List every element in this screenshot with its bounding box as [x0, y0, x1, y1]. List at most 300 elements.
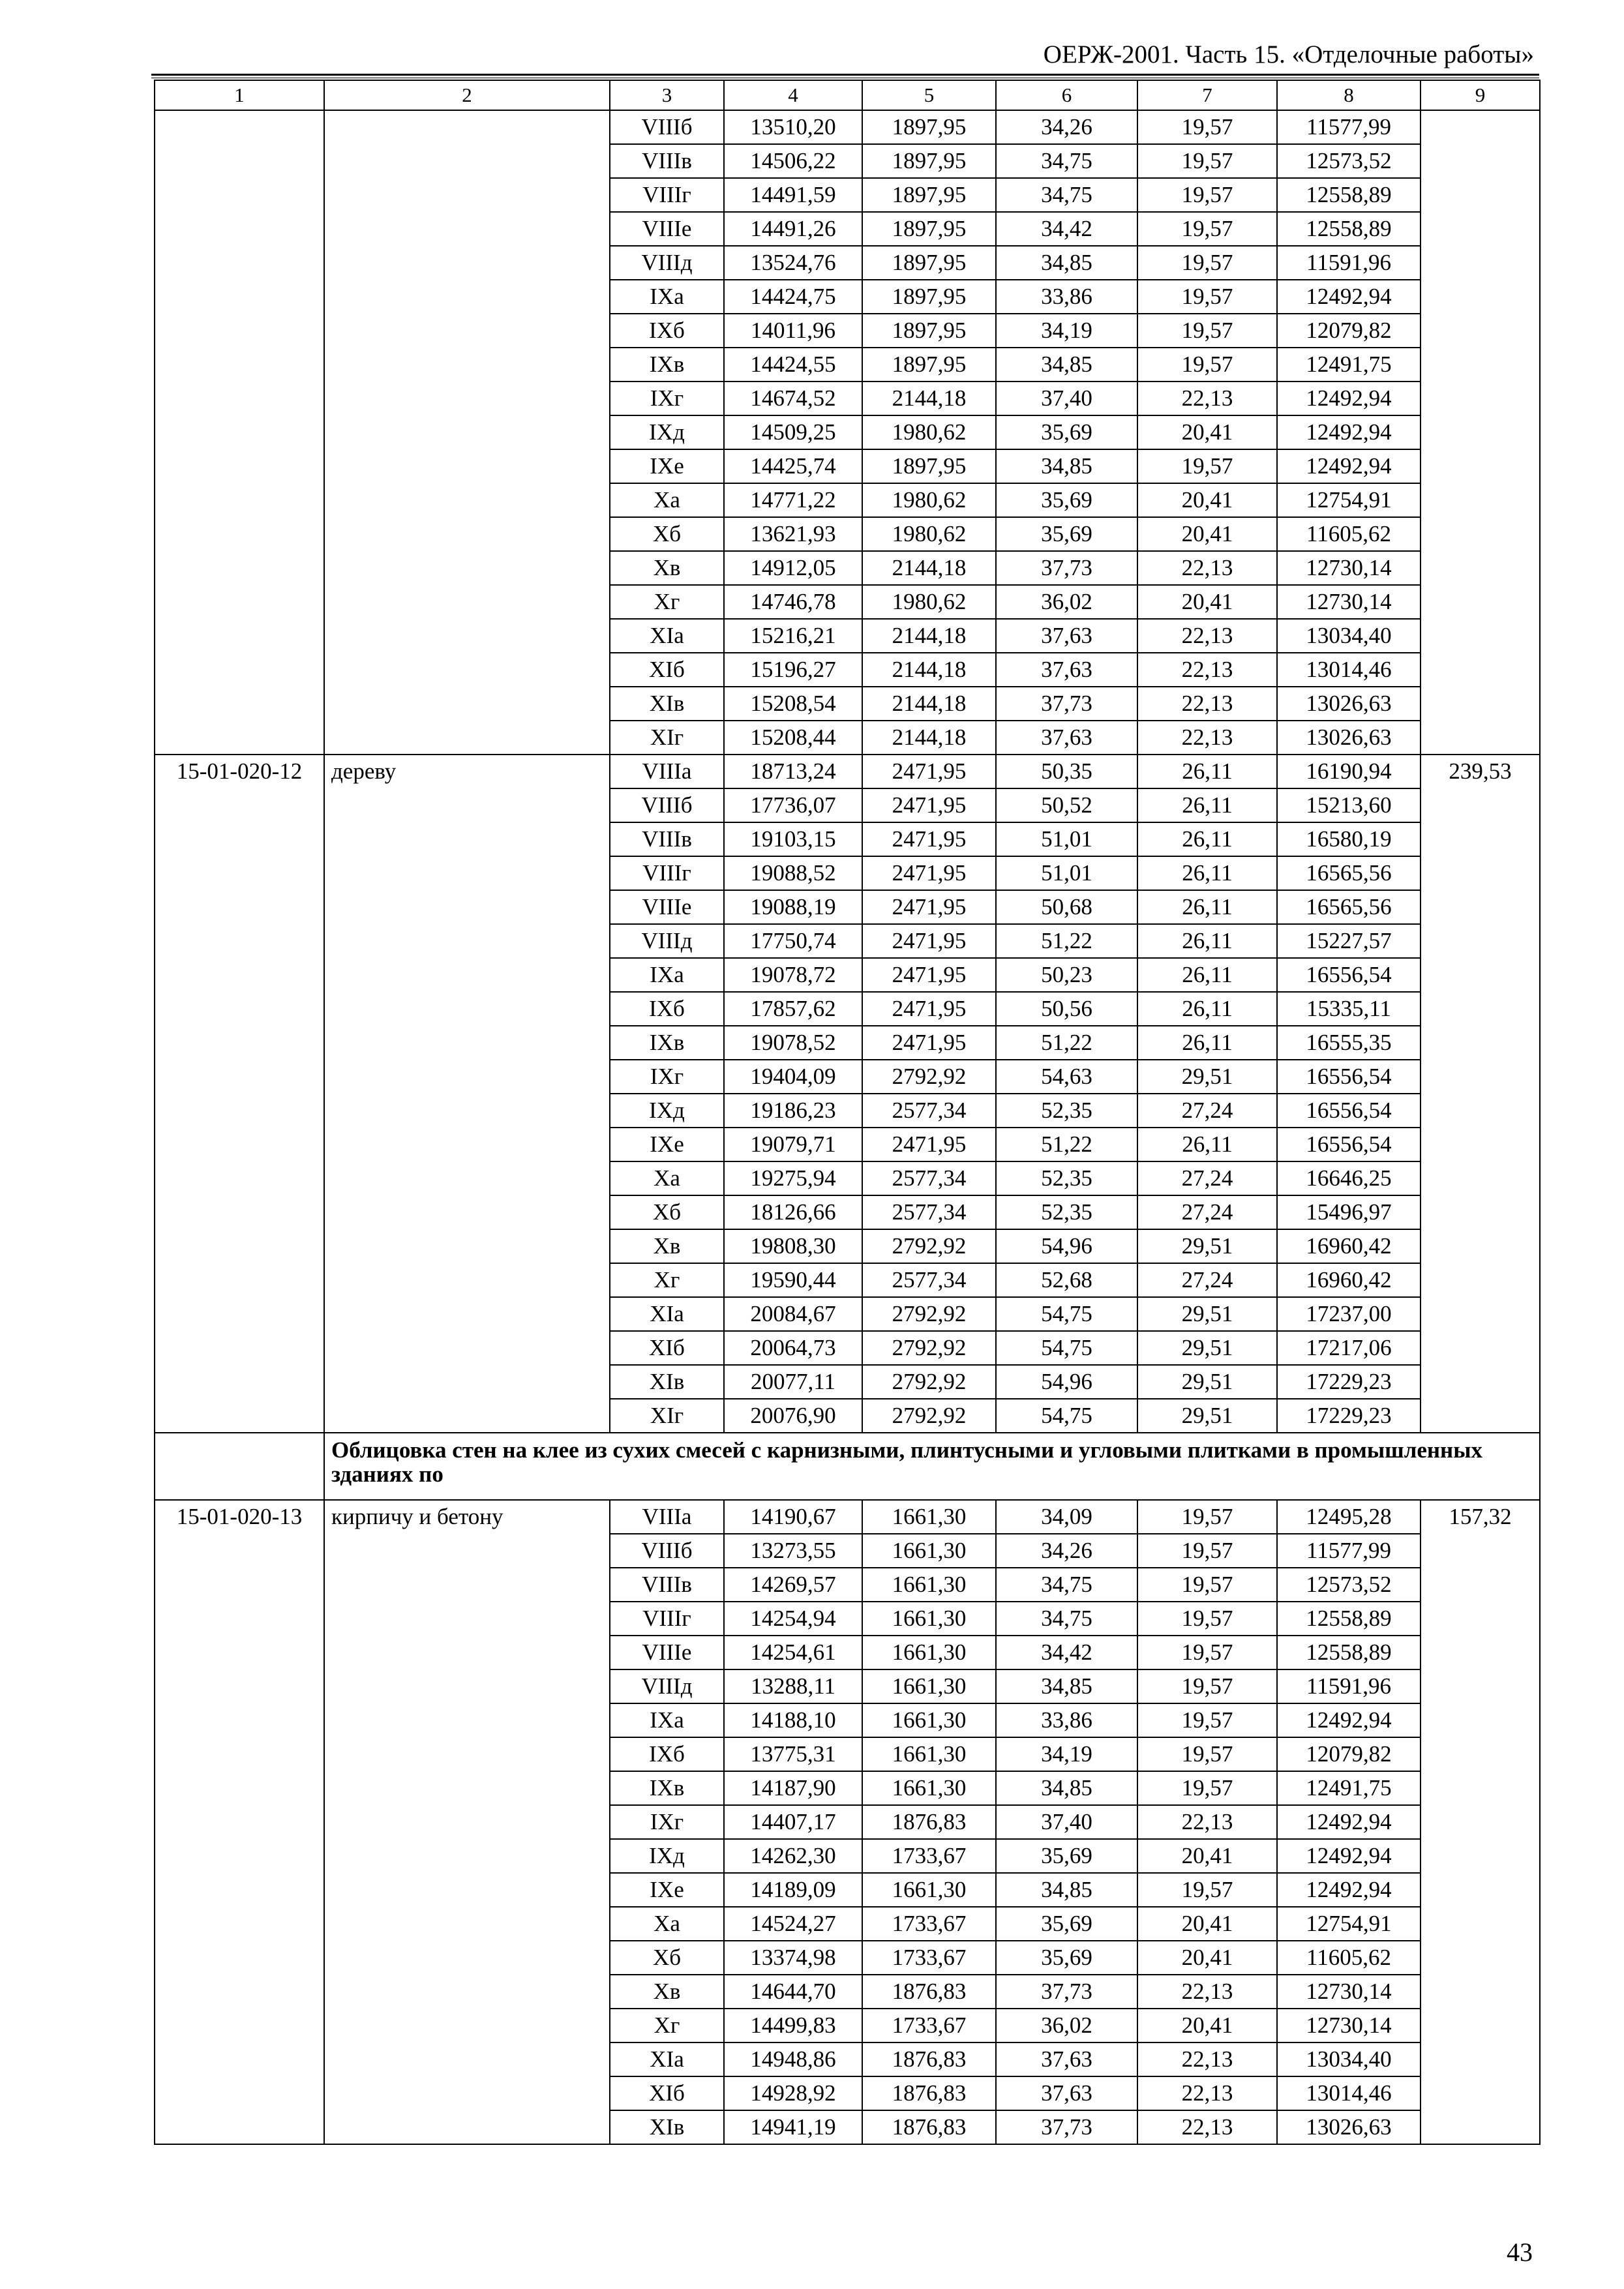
labor-cost: 2471,95	[862, 890, 996, 924]
machine-cost: 54,75	[996, 1297, 1137, 1331]
operator-wage: 19,57	[1137, 1500, 1277, 1534]
total-cost: 19078,72	[724, 958, 862, 992]
zone-code: Xв	[610, 1975, 724, 2009]
materials-cost: 13026,63	[1277, 2110, 1421, 2144]
total-cost: 19088,19	[724, 890, 862, 924]
zone-code: VIIIб	[610, 788, 724, 822]
labor-cost: 2577,34	[862, 1263, 996, 1297]
operator-wage: 27,24	[1137, 1195, 1277, 1229]
operator-wage: 22,13	[1137, 687, 1277, 721]
labor-cost: 2792,92	[862, 1399, 996, 1433]
zone-code: IXг	[610, 1060, 724, 1094]
total-cost: 17736,07	[724, 788, 862, 822]
materials-cost: 16580,19	[1277, 822, 1421, 856]
materials-price: 157,32	[1421, 1500, 1540, 2144]
machine-cost: 33,86	[996, 280, 1137, 314]
machine-cost: 34,19	[996, 1737, 1137, 1771]
machine-cost: 37,63	[996, 721, 1137, 755]
machine-cost: 54,75	[996, 1331, 1137, 1365]
materials-cost: 16556,54	[1277, 1094, 1421, 1128]
table-body	[155, 80, 1540, 2144]
materials-cost: 15213,60	[1277, 788, 1421, 822]
materials-cost: 12558,89	[1277, 212, 1421, 246]
total-cost: 14928,92	[724, 2076, 862, 2110]
zone-code: Xб	[610, 1941, 724, 1975]
operator-wage: 20,41	[1137, 483, 1277, 517]
machine-cost: 51,01	[996, 856, 1137, 890]
labor-cost: 1897,95	[862, 144, 996, 178]
total-cost: 13374,98	[724, 1941, 862, 1975]
materials-cost: 12492,94	[1277, 382, 1421, 415]
machine-cost: 37,73	[996, 687, 1137, 721]
zone-code: Xб	[610, 1195, 724, 1229]
machine-cost: 35,69	[996, 517, 1137, 551]
total-cost: 14524,27	[724, 1907, 862, 1941]
work-name	[324, 110, 610, 755]
labor-cost: 1876,83	[862, 2076, 996, 2110]
labor-cost: 2792,92	[862, 1331, 996, 1365]
total-cost: 18713,24	[724, 755, 862, 788]
total-cost: 14187,90	[724, 1771, 862, 1805]
zone-code: Xг	[610, 1263, 724, 1297]
operator-wage: 20,41	[1137, 415, 1277, 449]
labor-cost: 2144,18	[862, 382, 996, 415]
zone-code: XIв	[610, 1365, 724, 1399]
materials-cost: 13014,46	[1277, 2076, 1421, 2110]
labor-cost: 1897,95	[862, 110, 996, 144]
labor-cost: 2792,92	[862, 1297, 996, 1331]
zone-code: VIIIв	[610, 144, 724, 178]
machine-cost: 34,75	[996, 1568, 1137, 1602]
table-row	[155, 110, 1540, 144]
total-cost: 14948,86	[724, 2042, 862, 2076]
labor-cost: 1897,95	[862, 246, 996, 280]
total-cost: 14011,96	[724, 314, 862, 348]
zone-code: IXб	[610, 314, 724, 348]
machine-cost: 50,35	[996, 755, 1137, 788]
total-cost: 14190,67	[724, 1500, 862, 1534]
labor-cost: 1980,62	[862, 415, 996, 449]
machine-cost: 35,69	[996, 415, 1137, 449]
machine-cost: 37,63	[996, 2076, 1137, 2110]
labor-cost: 1661,30	[862, 1669, 996, 1703]
zone-code: XIб	[610, 2076, 724, 2110]
operator-wage: 19,57	[1137, 348, 1277, 382]
materials-cost: 11591,96	[1277, 246, 1421, 280]
machine-cost: 50,52	[996, 788, 1137, 822]
norms-table	[154, 80, 1541, 2145]
zone-code: VIIIе	[610, 890, 724, 924]
zone-code: VIIIе	[610, 1636, 724, 1669]
labor-cost: 2792,92	[862, 1060, 996, 1094]
zone-code: XIг	[610, 721, 724, 755]
machine-cost: 50,68	[996, 890, 1137, 924]
total-cost: 17857,62	[724, 992, 862, 1026]
labor-cost: 2144,18	[862, 653, 996, 687]
zone-code: IXд	[610, 415, 724, 449]
machine-cost: 34,85	[996, 1873, 1137, 1907]
materials-cost: 12492,94	[1277, 1839, 1421, 1873]
materials-cost: 16646,25	[1277, 1161, 1421, 1195]
operator-wage: 20,41	[1137, 517, 1277, 551]
machine-cost: 34,85	[996, 1669, 1137, 1703]
labor-cost: 1897,95	[862, 348, 996, 382]
operator-wage: 22,13	[1137, 2042, 1277, 2076]
materials-cost: 12730,14	[1277, 551, 1421, 585]
zone-code: VIIIг	[610, 178, 724, 212]
total-cost: 14407,17	[724, 1805, 862, 1839]
labor-cost: 2471,95	[862, 924, 996, 958]
labor-cost: 1876,83	[862, 1805, 996, 1839]
operator-wage: 19,57	[1137, 1771, 1277, 1805]
labor-cost: 1876,83	[862, 2110, 996, 2144]
machine-cost: 34,85	[996, 348, 1137, 382]
total-cost: 19275,94	[724, 1161, 862, 1195]
operator-wage: 26,11	[1137, 788, 1277, 822]
operator-wage: 29,51	[1137, 1229, 1277, 1263]
operator-wage: 26,11	[1137, 992, 1277, 1026]
zone-code: IXа	[610, 280, 724, 314]
zone-code: Xг	[610, 2009, 724, 2042]
operator-wage: 19,57	[1137, 246, 1277, 280]
materials-cost: 16960,42	[1277, 1229, 1421, 1263]
operator-wage: 26,11	[1137, 755, 1277, 788]
materials-cost: 12492,94	[1277, 1805, 1421, 1839]
norm-code: 15-01-020-13	[155, 1500, 324, 2144]
labor-cost: 1661,30	[862, 1737, 996, 1771]
zone-code: XIа	[610, 1297, 724, 1331]
materials-cost: 16556,54	[1277, 1128, 1421, 1161]
machine-cost: 37,73	[996, 551, 1137, 585]
labor-cost: 1980,62	[862, 483, 996, 517]
machine-cost: 54,96	[996, 1229, 1137, 1263]
operator-wage: 19,57	[1137, 280, 1277, 314]
zone-code: VIIIб	[610, 110, 724, 144]
materials-cost: 16960,42	[1277, 1263, 1421, 1297]
total-cost: 14506,22	[724, 144, 862, 178]
total-cost: 15208,54	[724, 687, 862, 721]
zone-code: IXв	[610, 348, 724, 382]
zone-code: Xа	[610, 483, 724, 517]
zone-code: Xа	[610, 1161, 724, 1195]
materials-cost: 12491,75	[1277, 1771, 1421, 1805]
operator-wage: 29,51	[1137, 1399, 1277, 1433]
machine-cost: 36,02	[996, 585, 1137, 619]
machine-cost: 37,63	[996, 2042, 1137, 2076]
operator-wage: 19,57	[1137, 1873, 1277, 1907]
column-number: 3	[610, 80, 724, 110]
machine-cost: 34,85	[996, 246, 1137, 280]
operator-wage: 19,57	[1137, 1602, 1277, 1636]
work-name: дереву	[324, 755, 610, 1433]
zone-code: VIIIб	[610, 1534, 724, 1568]
operator-wage: 26,11	[1137, 1128, 1277, 1161]
section-title-row	[155, 1433, 1540, 1500]
labor-cost: 1876,83	[862, 2042, 996, 2076]
machine-cost: 52,68	[996, 1263, 1137, 1297]
machine-cost: 54,75	[996, 1399, 1137, 1433]
machine-cost: 37,63	[996, 619, 1137, 653]
total-cost: 14674,52	[724, 382, 862, 415]
materials-cost: 16565,56	[1277, 856, 1421, 890]
total-cost: 20077,11	[724, 1365, 862, 1399]
operator-wage: 26,11	[1137, 822, 1277, 856]
zone-code: IXе	[610, 1128, 724, 1161]
total-cost: 14644,70	[724, 1975, 862, 2009]
operator-wage: 22,13	[1137, 2076, 1277, 2110]
machine-cost: 34,42	[996, 1636, 1137, 1669]
materials-cost: 13014,46	[1277, 653, 1421, 687]
operator-wage: 19,57	[1137, 1737, 1277, 1771]
operator-wage: 19,57	[1137, 1534, 1277, 1568]
running-header: ОЕРЖ-2001. Часть 15. «Отделочные работы»	[1043, 40, 1534, 68]
norm-code	[155, 110, 324, 755]
machine-cost: 34,75	[996, 178, 1137, 212]
labor-cost: 2144,18	[862, 619, 996, 653]
machine-cost: 34,85	[996, 449, 1137, 483]
total-cost: 13524,76	[724, 246, 862, 280]
materials-cost: 15496,97	[1277, 1195, 1421, 1229]
zone-code: VIIIд	[610, 1669, 724, 1703]
materials-cost: 15227,57	[1277, 924, 1421, 958]
zone-code: Xв	[610, 551, 724, 585]
operator-wage: 19,57	[1137, 110, 1277, 144]
labor-cost: 1897,95	[862, 280, 996, 314]
machine-cost: 34,09	[996, 1500, 1137, 1534]
materials-price: 239,53	[1421, 755, 1540, 1433]
section-code-cell	[155, 1433, 324, 1500]
column-number: 2	[324, 80, 610, 110]
labor-cost: 1897,95	[862, 212, 996, 246]
labor-cost: 1897,95	[862, 178, 996, 212]
zone-code: VIIIа	[610, 755, 724, 788]
zone-code: VIIIа	[610, 1500, 724, 1534]
materials-cost: 11591,96	[1277, 1669, 1421, 1703]
total-cost: 19088,52	[724, 856, 862, 890]
materials-cost: 13034,40	[1277, 619, 1421, 653]
materials-cost: 12492,94	[1277, 449, 1421, 483]
total-cost: 14746,78	[724, 585, 862, 619]
zone-code: IXв	[610, 1771, 724, 1805]
total-cost: 14254,61	[724, 1636, 862, 1669]
machine-cost: 37,73	[996, 1975, 1137, 2009]
materials-cost: 12730,14	[1277, 2009, 1421, 2042]
zone-code: VIIIв	[610, 822, 724, 856]
labor-cost: 1733,67	[862, 1941, 996, 1975]
total-cost: 15196,27	[724, 653, 862, 687]
total-cost: 18126,66	[724, 1195, 862, 1229]
column-number: 5	[862, 80, 996, 110]
zone-code: Xв	[610, 1229, 724, 1263]
labor-cost: 1661,30	[862, 1703, 996, 1737]
machine-cost: 34,75	[996, 144, 1137, 178]
operator-wage: 20,41	[1137, 1907, 1277, 1941]
materials-cost: 12492,94	[1277, 415, 1421, 449]
labor-cost: 2471,95	[862, 788, 996, 822]
labor-cost: 2144,18	[862, 721, 996, 755]
operator-wage: 22,13	[1137, 382, 1277, 415]
materials-cost: 12492,94	[1277, 1703, 1421, 1737]
machine-cost: 34,19	[996, 314, 1137, 348]
total-cost: 14254,94	[724, 1602, 862, 1636]
operator-wage: 20,41	[1137, 1941, 1277, 1975]
machine-cost: 34,85	[996, 1771, 1137, 1805]
materials-price	[1421, 110, 1540, 755]
zone-code: VIIIд	[610, 924, 724, 958]
machine-cost: 37,40	[996, 382, 1137, 415]
machine-cost: 51,01	[996, 822, 1137, 856]
labor-cost: 2471,95	[862, 1128, 996, 1161]
total-cost: 19590,44	[724, 1263, 862, 1297]
zone-code: IXб	[610, 1737, 724, 1771]
machine-cost: 35,69	[996, 1941, 1137, 1975]
zone-code: XIа	[610, 2042, 724, 2076]
labor-cost: 2144,18	[862, 551, 996, 585]
zone-code: IXв	[610, 1026, 724, 1060]
total-cost: 19404,09	[724, 1060, 862, 1094]
column-number: 9	[1421, 80, 1540, 110]
labor-cost: 1661,30	[862, 1568, 996, 1602]
labor-cost: 1897,95	[862, 449, 996, 483]
materials-cost: 16555,35	[1277, 1026, 1421, 1060]
total-cost: 14424,55	[724, 348, 862, 382]
zone-code: XIб	[610, 653, 724, 687]
zone-code: Xб	[610, 517, 724, 551]
labor-cost: 2792,92	[862, 1229, 996, 1263]
labor-cost: 2144,18	[862, 687, 996, 721]
labor-cost: 1733,67	[862, 2009, 996, 2042]
operator-wage: 22,13	[1137, 2110, 1277, 2144]
zone-code: IXе	[610, 449, 724, 483]
machine-cost: 54,63	[996, 1060, 1137, 1094]
labor-cost: 1733,67	[862, 1839, 996, 1873]
machine-cost: 37,63	[996, 653, 1137, 687]
operator-wage: 19,57	[1137, 1568, 1277, 1602]
materials-cost: 11577,99	[1277, 1534, 1421, 1568]
operator-wage: 22,13	[1137, 551, 1277, 585]
total-cost: 14912,05	[724, 551, 862, 585]
materials-cost: 12492,94	[1277, 1873, 1421, 1907]
total-cost: 14189,09	[724, 1873, 862, 1907]
materials-cost: 17237,00	[1277, 1297, 1421, 1331]
operator-wage: 26,11	[1137, 890, 1277, 924]
header-rule	[151, 74, 1539, 76]
zone-code: IXд	[610, 1839, 724, 1873]
total-cost: 20064,73	[724, 1331, 862, 1365]
materials-cost: 12079,82	[1277, 314, 1421, 348]
operator-wage: 27,24	[1137, 1263, 1277, 1297]
labor-cost: 1980,62	[862, 517, 996, 551]
machine-cost: 51,22	[996, 1128, 1137, 1161]
work-name: кирпичу и бетону	[324, 1500, 610, 2144]
labor-cost: 2471,95	[862, 958, 996, 992]
zone-code: Xг	[610, 585, 724, 619]
total-cost: 19079,71	[724, 1128, 862, 1161]
column-number: 8	[1277, 80, 1421, 110]
materials-cost: 12495,28	[1277, 1500, 1421, 1534]
materials-cost: 12558,89	[1277, 1636, 1421, 1669]
machine-cost: 35,69	[996, 483, 1137, 517]
labor-cost: 1661,30	[862, 1534, 996, 1568]
machine-cost: 50,23	[996, 958, 1137, 992]
labor-cost: 2471,95	[862, 1026, 996, 1060]
total-cost: 14509,25	[724, 415, 862, 449]
machine-cost: 54,96	[996, 1365, 1137, 1399]
operator-wage: 22,13	[1137, 721, 1277, 755]
total-cost: 19186,23	[724, 1094, 862, 1128]
total-cost: 13288,11	[724, 1669, 862, 1703]
zone-code: VIIIд	[610, 246, 724, 280]
page-number: 43	[1507, 2237, 1533, 2267]
operator-wage: 20,41	[1137, 585, 1277, 619]
operator-wage: 29,51	[1137, 1331, 1277, 1365]
operator-wage: 19,57	[1137, 144, 1277, 178]
labor-cost: 1661,30	[862, 1636, 996, 1669]
machine-cost: 37,40	[996, 1805, 1137, 1839]
zone-code: XIб	[610, 1331, 724, 1365]
operator-wage: 29,51	[1137, 1060, 1277, 1094]
total-cost: 19103,15	[724, 822, 862, 856]
materials-cost: 11605,62	[1277, 517, 1421, 551]
zone-code: IXа	[610, 1703, 724, 1737]
operator-wage: 19,57	[1137, 178, 1277, 212]
column-number: 7	[1137, 80, 1277, 110]
operator-wage: 22,13	[1137, 1975, 1277, 2009]
total-cost: 13273,55	[724, 1534, 862, 1568]
operator-wage: 29,51	[1137, 1297, 1277, 1331]
machine-cost: 35,69	[996, 1907, 1137, 1941]
total-cost: 19078,52	[724, 1026, 862, 1060]
zone-code: XIа	[610, 619, 724, 653]
labor-cost: 1661,30	[862, 1873, 996, 1907]
machine-cost: 52,35	[996, 1195, 1137, 1229]
zone-code: VIIIг	[610, 1602, 724, 1636]
operator-wage: 19,57	[1137, 314, 1277, 348]
operator-wage: 29,51	[1137, 1365, 1277, 1399]
column-number: 4	[724, 80, 862, 110]
machine-cost: 34,75	[996, 1602, 1137, 1636]
zone-code: IXг	[610, 382, 724, 415]
materials-cost: 11577,99	[1277, 110, 1421, 144]
operator-wage: 26,11	[1137, 856, 1277, 890]
operator-wage: 19,57	[1137, 212, 1277, 246]
zone-code: Xа	[610, 1907, 724, 1941]
labor-cost: 2471,95	[862, 755, 996, 788]
materials-cost: 17229,23	[1277, 1365, 1421, 1399]
column-number: 1	[155, 80, 324, 110]
total-cost: 15216,21	[724, 619, 862, 653]
materials-cost: 17217,06	[1277, 1331, 1421, 1365]
materials-cost: 16556,54	[1277, 1060, 1421, 1094]
operator-wage: 26,11	[1137, 1026, 1277, 1060]
labor-cost: 2792,92	[862, 1365, 996, 1399]
operator-wage: 26,11	[1137, 958, 1277, 992]
total-cost: 14499,83	[724, 2009, 862, 2042]
labor-cost: 1733,67	[862, 1907, 996, 1941]
labor-cost: 1661,30	[862, 1771, 996, 1805]
zone-code: IXг	[610, 1805, 724, 1839]
zone-code: VIIIе	[610, 212, 724, 246]
column-number-row	[155, 80, 1540, 110]
total-cost: 14424,75	[724, 280, 862, 314]
machine-cost: 36,02	[996, 2009, 1137, 2042]
materials-cost: 13026,63	[1277, 721, 1421, 755]
total-cost: 14491,59	[724, 178, 862, 212]
zone-code: IXа	[610, 958, 724, 992]
operator-wage: 22,13	[1137, 619, 1277, 653]
total-cost: 14188,10	[724, 1703, 862, 1737]
zone-code: XIв	[610, 2110, 724, 2144]
